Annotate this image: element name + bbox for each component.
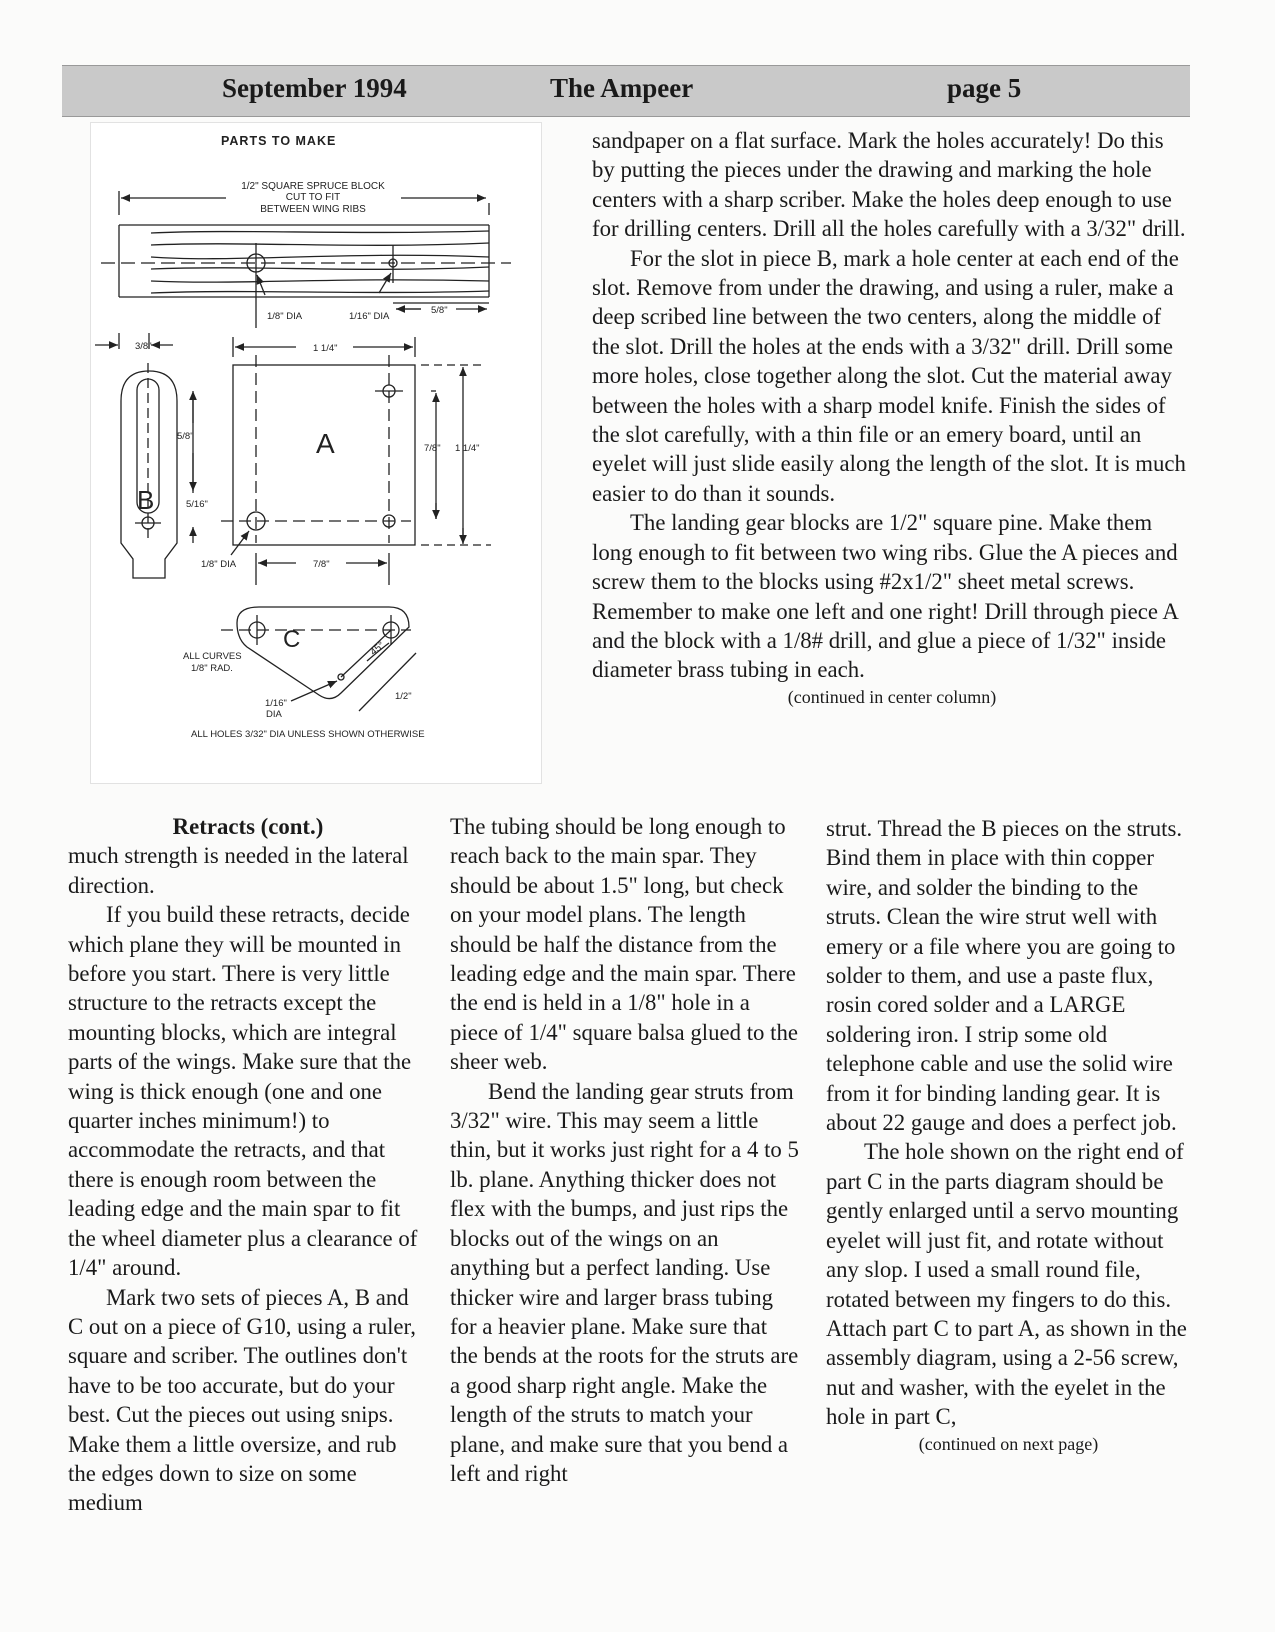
spruce-block (101, 225, 511, 328)
curves-label-2: 1/8" RAD. (191, 663, 233, 674)
five-eighths-top-label: 5/8" (431, 305, 448, 316)
paragraph: Mark two sets of pieces A, B and C out on a piece of G10, using a ruler, square and scriber. The outlines don't have to be too accurate, but do your best. Cut the pieces out using snips. Make them a little oversize, and rub the edges down to size on some medium (68, 1284, 416, 1516)
sixteenth-label-1: 1/16" (265, 698, 287, 709)
newsletter-title: The Ampeer (550, 73, 694, 103)
part-b-label: B (137, 485, 155, 515)
paragraph: The landing gear blocks are 1/2" square pine. Make them long enough to fit between two wing ribs. Glue the A pieces and screw them to the blocks using #2x1/2" sheet metal screws. Remember to make one left and one right! Drill through piece A and the block with a 1/8# drill, and glue a piece of 1/32" inside diameter brass tubing in each. (592, 510, 1178, 683)
seven-eighths-side-label: 7/8" (424, 443, 441, 454)
top-right-text (592, 126, 1192, 709)
seven-eighths-bottom-label: 7/8" (313, 559, 330, 570)
page-header (62, 65, 1190, 117)
paragraph: strut. Thread the B pieces on the struts. Bind them in place with thin copper wire, and solder the binding to the struts. Clean the wire strut well with emery or a file where you are going to solder to them, and use a paste flux, rosin cored solder and a LARGE soldering iron. I strip some old telephone cable and use the solid wire from it for binding landing gear. It is about 22 gauge and does a perfect job. (826, 816, 1183, 1136)
paragraph: If you build these retracts, decide which plane they will be mounted in before you start. There is very little structure to the retracts except the mounting blocks, which are integral parts of the wings. Make sure that the wing is thick enough (one and one quarter inches minimum!) to accommodate the retracts, and that there is enough room between the leading edge and the main spar to fit the wheel diameter plus a clearance of 1/4" around. (68, 902, 418, 1281)
block-label-2: CUT TO FIT (285, 192, 341, 203)
diagram-title: PARTS TO MAKE (221, 134, 337, 148)
part-c-label: C (283, 626, 301, 653)
issue-date: September 1994 (222, 73, 407, 103)
block-label-1: 1/2" SQUARE SPRUCE BLOCK (241, 181, 385, 192)
angle-label: 45° (368, 639, 387, 659)
paragraph: The hole shown on the right end of part C in the parts diagram should be gently enlarged until a servo mounting eyelet will just fit, and rotate without any slop. I used a small round file, rotated between my fingers to do this. Attach part C to part A, as shown in the assembly diagram, using a 2-56 screw, nut and washer, with the eyelet in the hole in part C, (826, 1139, 1187, 1430)
paragraph: sandpaper on a flat surface. Mark the holes accurately! Do this by putting the pieces under the drawing and marking the hole centers with a sharp scriber. Make the holes deep enough to use for drilling centers. Drill all the holes carefully with a 3/32" drill. (592, 128, 1186, 242)
parts-diagram-drawing (91, 123, 541, 783)
paragraph: much strength is needed in the lateral direction. (68, 843, 409, 898)
paragraph: Bend the landing gear struts from 3/32" wire. This may seem a little thin, but it works just right for a 4 to 5 lb. plane. Anything thicker does not flex with the bumps, and just rips the blocks out of the wings on an anything but a perfect landing. Use thicker wire and larger brass tubing for a heavier plane. Make sure that the bends at the roots for the struts are a good sharp right angle. Make the length of the struts to match your plane, and make sure that you bend a left and right (450, 1078, 799, 1486)
section-title: Retracts (cont.) (172, 814, 324, 839)
sixteenth-dia-label: 1/16" DIA (349, 311, 390, 322)
page-number: page 5 (947, 73, 1022, 103)
eighth-dia-label: 1/8" DIA (267, 311, 303, 322)
five-eighths-side-label: 5/8" (177, 431, 194, 442)
block-label-3: BETWEEN WING RIBS (260, 204, 366, 215)
half-inch-label: 1/2" (395, 691, 412, 702)
continued-note: (continued in center column) (787, 686, 997, 707)
part-a-label: A (316, 428, 335, 459)
part-b-outline (121, 363, 177, 578)
sixteenth-label-2: DIA (266, 709, 282, 720)
continued-note: (continued on next page) (918, 1433, 1099, 1454)
parts-diagram (90, 122, 542, 784)
column-2 (450, 812, 800, 1488)
diagram-footnote: ALL HOLES 3/32" DIA UNLESS SHOWN OTHERWISE (191, 729, 425, 740)
paragraph: For the slot in piece B, mark a hole center at each end of the slot. Remove from under the drawing, and using a ruler, make a deep scribed line between the two centers, along the middle of the slot. Drill the holes at the ends with a 3/32" drill. Drill some more holes, close together along the slot. Cut the material away between the holes with a sharp model knife. Finish the sides of the slot carefully, with a thin file or an emery board, until an eyelet will just slide easily along the length of the slot. It is much easier to do than it sounds. (592, 245, 1186, 506)
paragraph: The tubing should be long enough to reach back to the main spar. They should be about 1.5" long, but check on your model plans. The length should be half the distance from the leading edge and the main spar. There the end is held in a 1/8" hole in a piece of 1/4" square balsa glued to the sheer web. (450, 814, 798, 1075)
one-quarter-in-label: 1 1/4" (313, 343, 338, 354)
three-eighths-label: 3/8" (135, 341, 152, 352)
column-1 (68, 812, 428, 1518)
one-quarter-side-label: 1 1/4" (455, 443, 480, 454)
part-c-outline (221, 607, 416, 711)
five-sixteenths-label: 5/16" (186, 499, 208, 510)
curves-label-1: ALL CURVES (183, 651, 242, 662)
column-3 (826, 814, 1191, 1456)
eighth-dia-bottom-label: 1/8" DIA (201, 559, 237, 570)
